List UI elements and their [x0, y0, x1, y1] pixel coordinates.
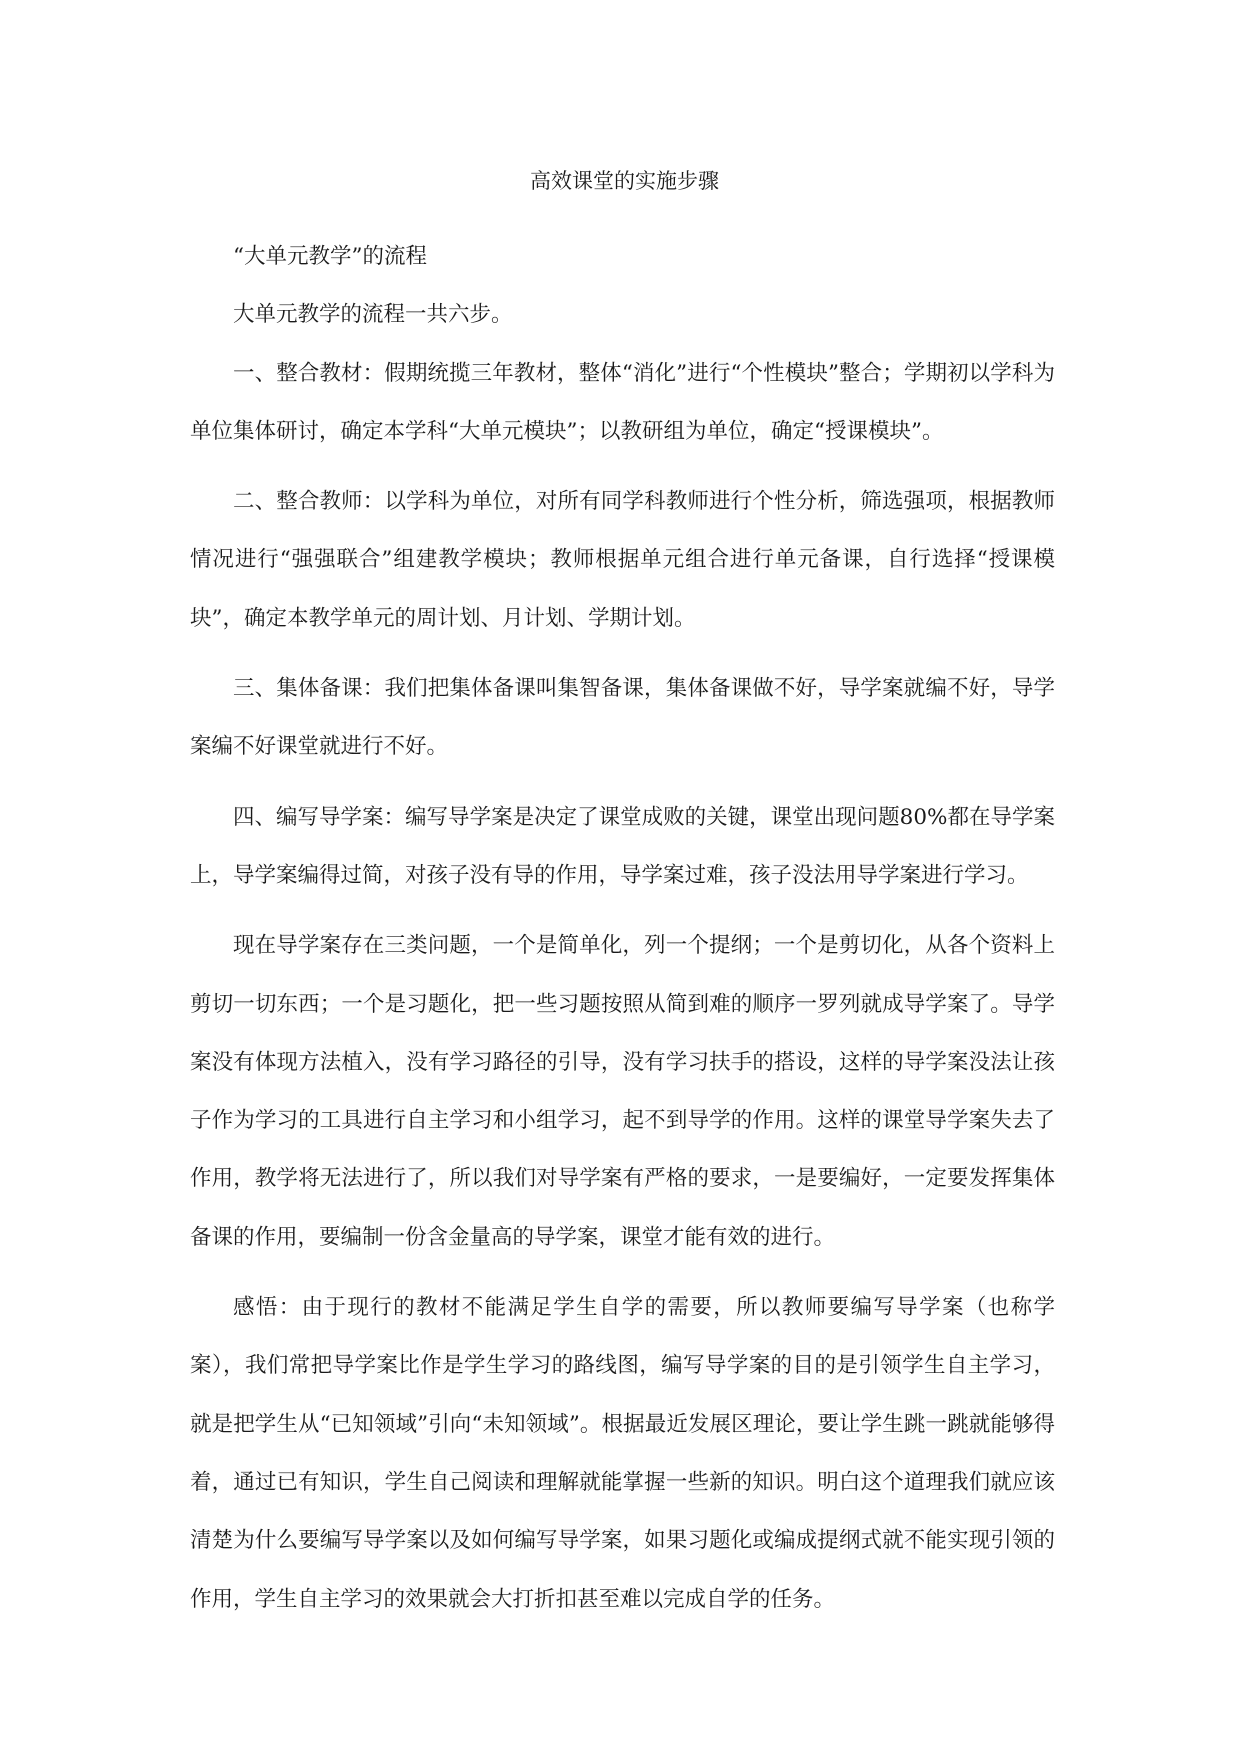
paragraph-step-1: 一、整合教材：假期统揽三年教材，整体“消化”进行“个性模块”整合；学期初以学科为单位集体研讨，确定本学科“大单元模块”；以教研组为单位，确定“授课模块”。: [190, 360, 1055, 444]
paragraph-reflection: 感悟：由于现行的教材不能满足学生自学的需要，所以教师要编写导学案（也称学案），我们常把导学案比作是学生学习的路线图，编写导学案的目的是引领学生自主学习，就是把学生从“已知领域”引向“未知领域”。根据最近发展区理论，要让学生跳一跳就能够得着，通过已有知识，学生自己阅读和理解就能掌握一些新的知识。明白这个道理我们就应该清楚为什么要编写导学案以及如何编写导学案，如果习题化或编成提纲式就不能实现引领的作用，学生自主学习的效果就会大打折扣甚至难以完成自学的任务。: [190, 1295, 1055, 1612]
paragraph-problems: 现在导学案存在三类问题，一个是简单化，列一个提纲；一个是剪切化，从各个资料上剪切一切东西；一个是习题化，把一些习题按照从简到难的顺序一罗列就成导学案了。导学案没有体现方法植入，没有学习路径的引导，没有学习扶手的搭设，这样的导学案没法让孩子作为学习的工具进行自主学习和小组学习，起不到导学的作用。这样的课堂导学案失去了作用，教学将无法进行了，所以我们对导学案有严格的要求，一是要编好，一定要发挥集体备课的作用，要编制一份含金量高的导学案，课堂才能有效的进行。: [190, 933, 1055, 1250]
paragraph-step-2: 二、整合教师：以学科为单位，对所有同学科教师进行个性分析，筛选强项，根据教师情况进行“强强联合”组建教学模块；教师根据单元组合进行单元备课，自行选择“授课模块”，确定本教学单元的周计划、月计划、学期计划。: [190, 489, 1055, 631]
paragraph-intro: 大单元教学的流程一共六步。: [233, 302, 513, 328]
document-page: [190, 166, 1055, 1641]
document-title: 高效课堂的实施步骤: [530, 169, 719, 193]
paragraph-step-4: 四、编写导学案：编写导学案是决定了课堂成败的关键，课堂出现问题80%都在导学案上，导学案编得过简，对孩子没有导的作用，导学案过难，孩子没法用导学案进行学习。: [190, 804, 1055, 888]
section-heading: “大单元教学”的流程: [233, 244, 427, 269]
paragraph-step-3: 三、集体备课：我们把集体备课叫集智备课，集体备课做不好，导学案就编不好，导学案编不好课堂就进行不好。: [190, 676, 1055, 760]
